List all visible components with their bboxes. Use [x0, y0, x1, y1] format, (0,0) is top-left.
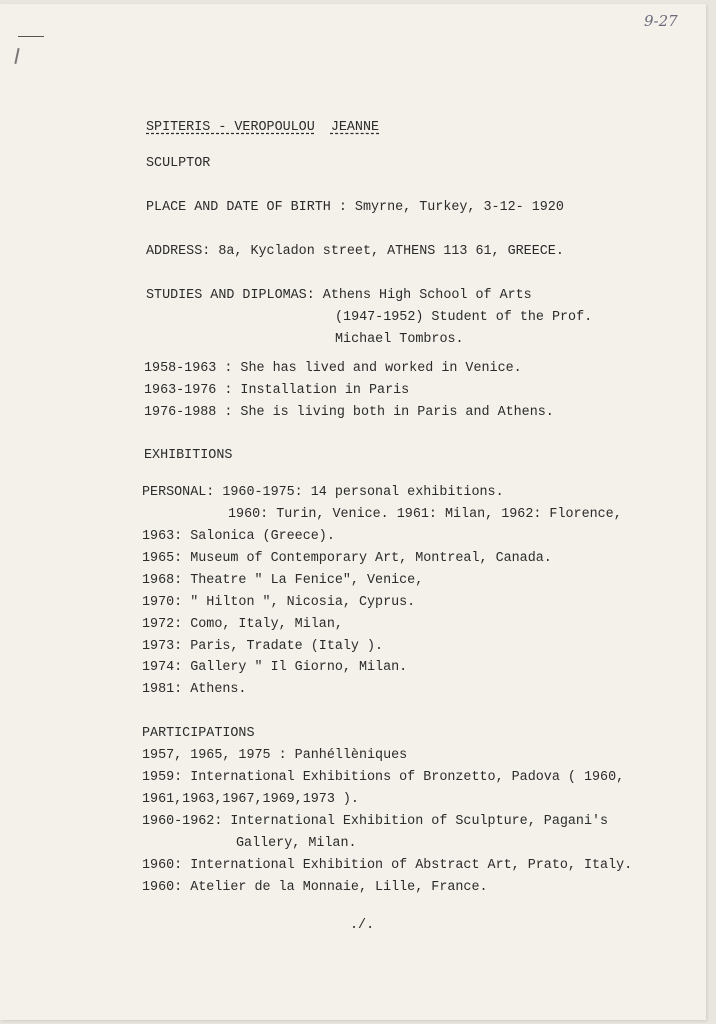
- personal-exhibition: 1963: Salonica (Greece).: [142, 529, 335, 544]
- continuation-mark: ./.: [350, 918, 375, 933]
- document-page: [0, 4, 706, 1020]
- studies-line-2: (1947-1952) Student of the Prof.: [335, 310, 593, 325]
- name-given: JEANNE: [330, 120, 380, 135]
- participation: 1959: International Exhibitions of Bronzetto, Padova ( 1960,: [142, 770, 625, 785]
- career-line: 1963-1976 : Installation in Paris: [144, 383, 410, 398]
- personal-exhibition: 1972: Como, Italy, Milan,: [142, 617, 343, 632]
- studies-line-3: Michael Tombros.: [335, 332, 464, 347]
- exhibitions-heading: EXHIBITIONS: [144, 448, 233, 463]
- personal-exhibition: 1974: Gallery " Il Giorno, Milan.: [142, 660, 408, 675]
- participations-heading: PARTICIPATIONS: [142, 726, 255, 741]
- participation: 1960-1962: International Exhibition of Sculpture, Pagani's: [142, 814, 609, 829]
- name-surname: SPITERIS - VEROPOULOU: [146, 120, 315, 135]
- participation: Gallery, Milan.: [236, 836, 357, 851]
- participation: 1960: International Exhibition of Abstract Art, Prato, Italy.: [142, 858, 633, 873]
- career-line: 1976-1988 : She is living both in Paris and Athens.: [144, 405, 554, 420]
- personal-exhibition: 1973: Paris, Tradate (Italy ).: [142, 639, 384, 654]
- corner-mark: [18, 36, 44, 37]
- profession: SCULPTOR: [146, 156, 211, 171]
- participation: 1957, 1965, 1975 : Panhéllèniques: [142, 748, 408, 763]
- personal-exhibition: 1981: Athens.: [142, 682, 247, 697]
- page-number: 9-27: [644, 12, 678, 30]
- personal-exhibition: 1965: Museum of Contemporary Art, Montreal, Canada.: [142, 551, 552, 566]
- personal-exhibition: PERSONAL: 1960-1975: 14 personal exhibitions.: [142, 485, 504, 500]
- participation: 1960: Atelier de la Monnaie, Lille, France.: [142, 880, 488, 895]
- personal-exhibition: 1960: Turin, Venice. 1961: Milan, 1962: Florence,: [228, 507, 622, 522]
- corner-tick: [14, 48, 19, 64]
- address: ADDRESS: 8a, Kycladon street, ATHENS 113 61, GREECE.: [146, 244, 564, 259]
- personal-exhibition: 1970: " Hilton ", Nicosia, Cyprus.: [142, 595, 416, 610]
- career-line: 1958-1963 : She has lived and worked in Venice.: [144, 361, 522, 376]
- personal-exhibition: 1968: Theatre " La Fenice", Venice,: [142, 573, 424, 588]
- studies-line-1: STUDIES AND DIPLOMAS: Athens High School of Arts: [146, 288, 532, 303]
- artist-name: [146, 120, 379, 136]
- birth-info: PLACE AND DATE OF BIRTH : Smyrne, Turkey, 3-12- 1920: [146, 200, 564, 215]
- participation: 1961,1963,1967,1969,1973 ).: [142, 792, 359, 807]
